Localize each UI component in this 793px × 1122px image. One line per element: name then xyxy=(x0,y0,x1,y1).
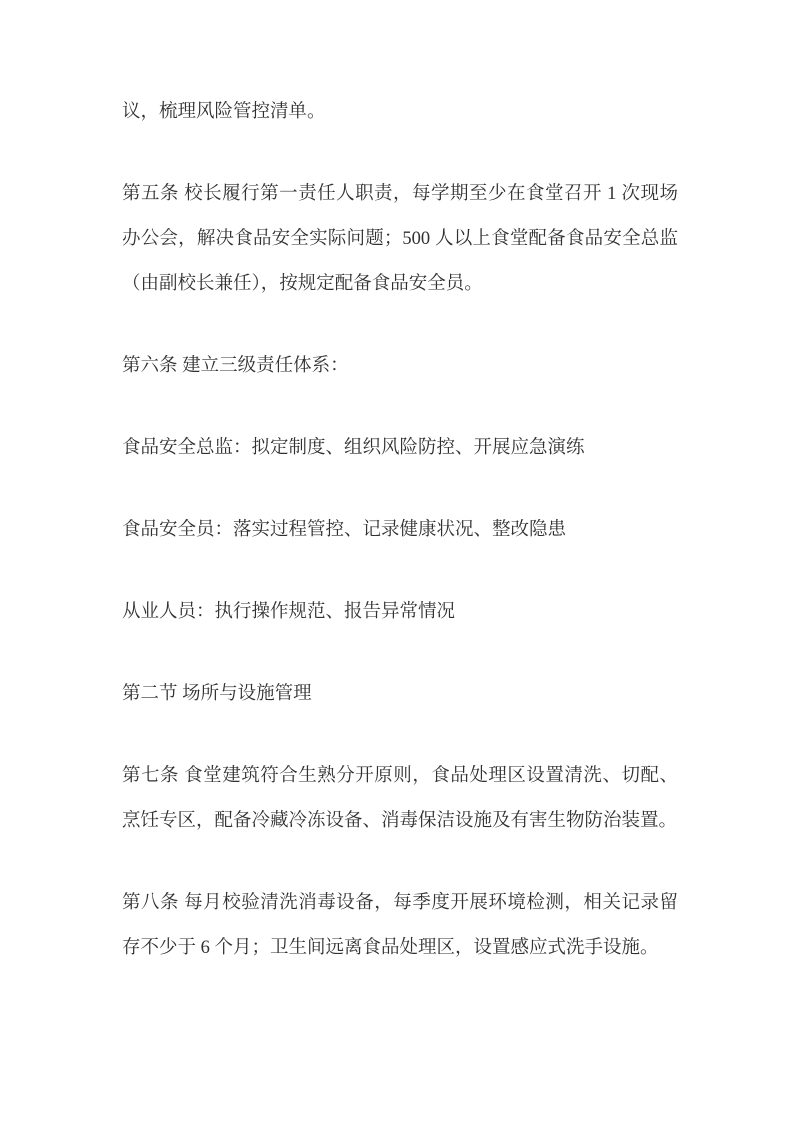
text-line: 第二节 场所与设施管理 xyxy=(122,684,312,704)
text-line: 烹饪专区，配备冷藏冷冻设备、消毒保洁设施及有害生物防治装置。 xyxy=(122,811,678,831)
text-line: （由副校长兼任），按规定配备食品安全员。 xyxy=(122,274,483,294)
text-line: 食品安全员：落实过程管控、记录健康状况、整改隐患 xyxy=(122,520,567,540)
text-line: 食品安全总监：拟定制度、组织风险防控、开展应急演练 xyxy=(122,438,585,458)
text-line: 办公会，解决食品安全实际问题；500 人以上食堂配备食品安全总监 xyxy=(122,229,678,249)
text-line: 第五条 校长履行第一责任人职责，每学期至少在食堂召开 1 次现场 xyxy=(122,184,678,204)
paragraph xyxy=(122,90,678,135)
text-line: 第八条 每月校验清洗消毒设备，每季度开展环境检测，相关记录留 xyxy=(122,893,678,913)
paragraph xyxy=(122,881,678,971)
paragraph xyxy=(122,672,678,717)
paragraph xyxy=(122,172,678,307)
text-line: 从业人员：执行操作规范、报告异常情况 xyxy=(122,602,456,622)
paragraph xyxy=(122,508,678,553)
paragraph xyxy=(122,754,678,844)
text-line: 第七条 食堂建筑符合生熟分开原则，食品处理区设置清洗、切配、 xyxy=(122,766,678,786)
paragraph xyxy=(122,590,678,635)
text-line: 存不少于 6 个月；卫生间远离食品处理区，设置感应式洗手设施。 xyxy=(122,938,659,958)
text-line: 议，梳理风险管控清单。 xyxy=(122,102,326,122)
text-line: 第六条 建立三级责任体系： xyxy=(122,356,349,376)
paragraph xyxy=(122,426,678,471)
paragraph xyxy=(122,344,678,389)
document-body xyxy=(122,90,678,1008)
